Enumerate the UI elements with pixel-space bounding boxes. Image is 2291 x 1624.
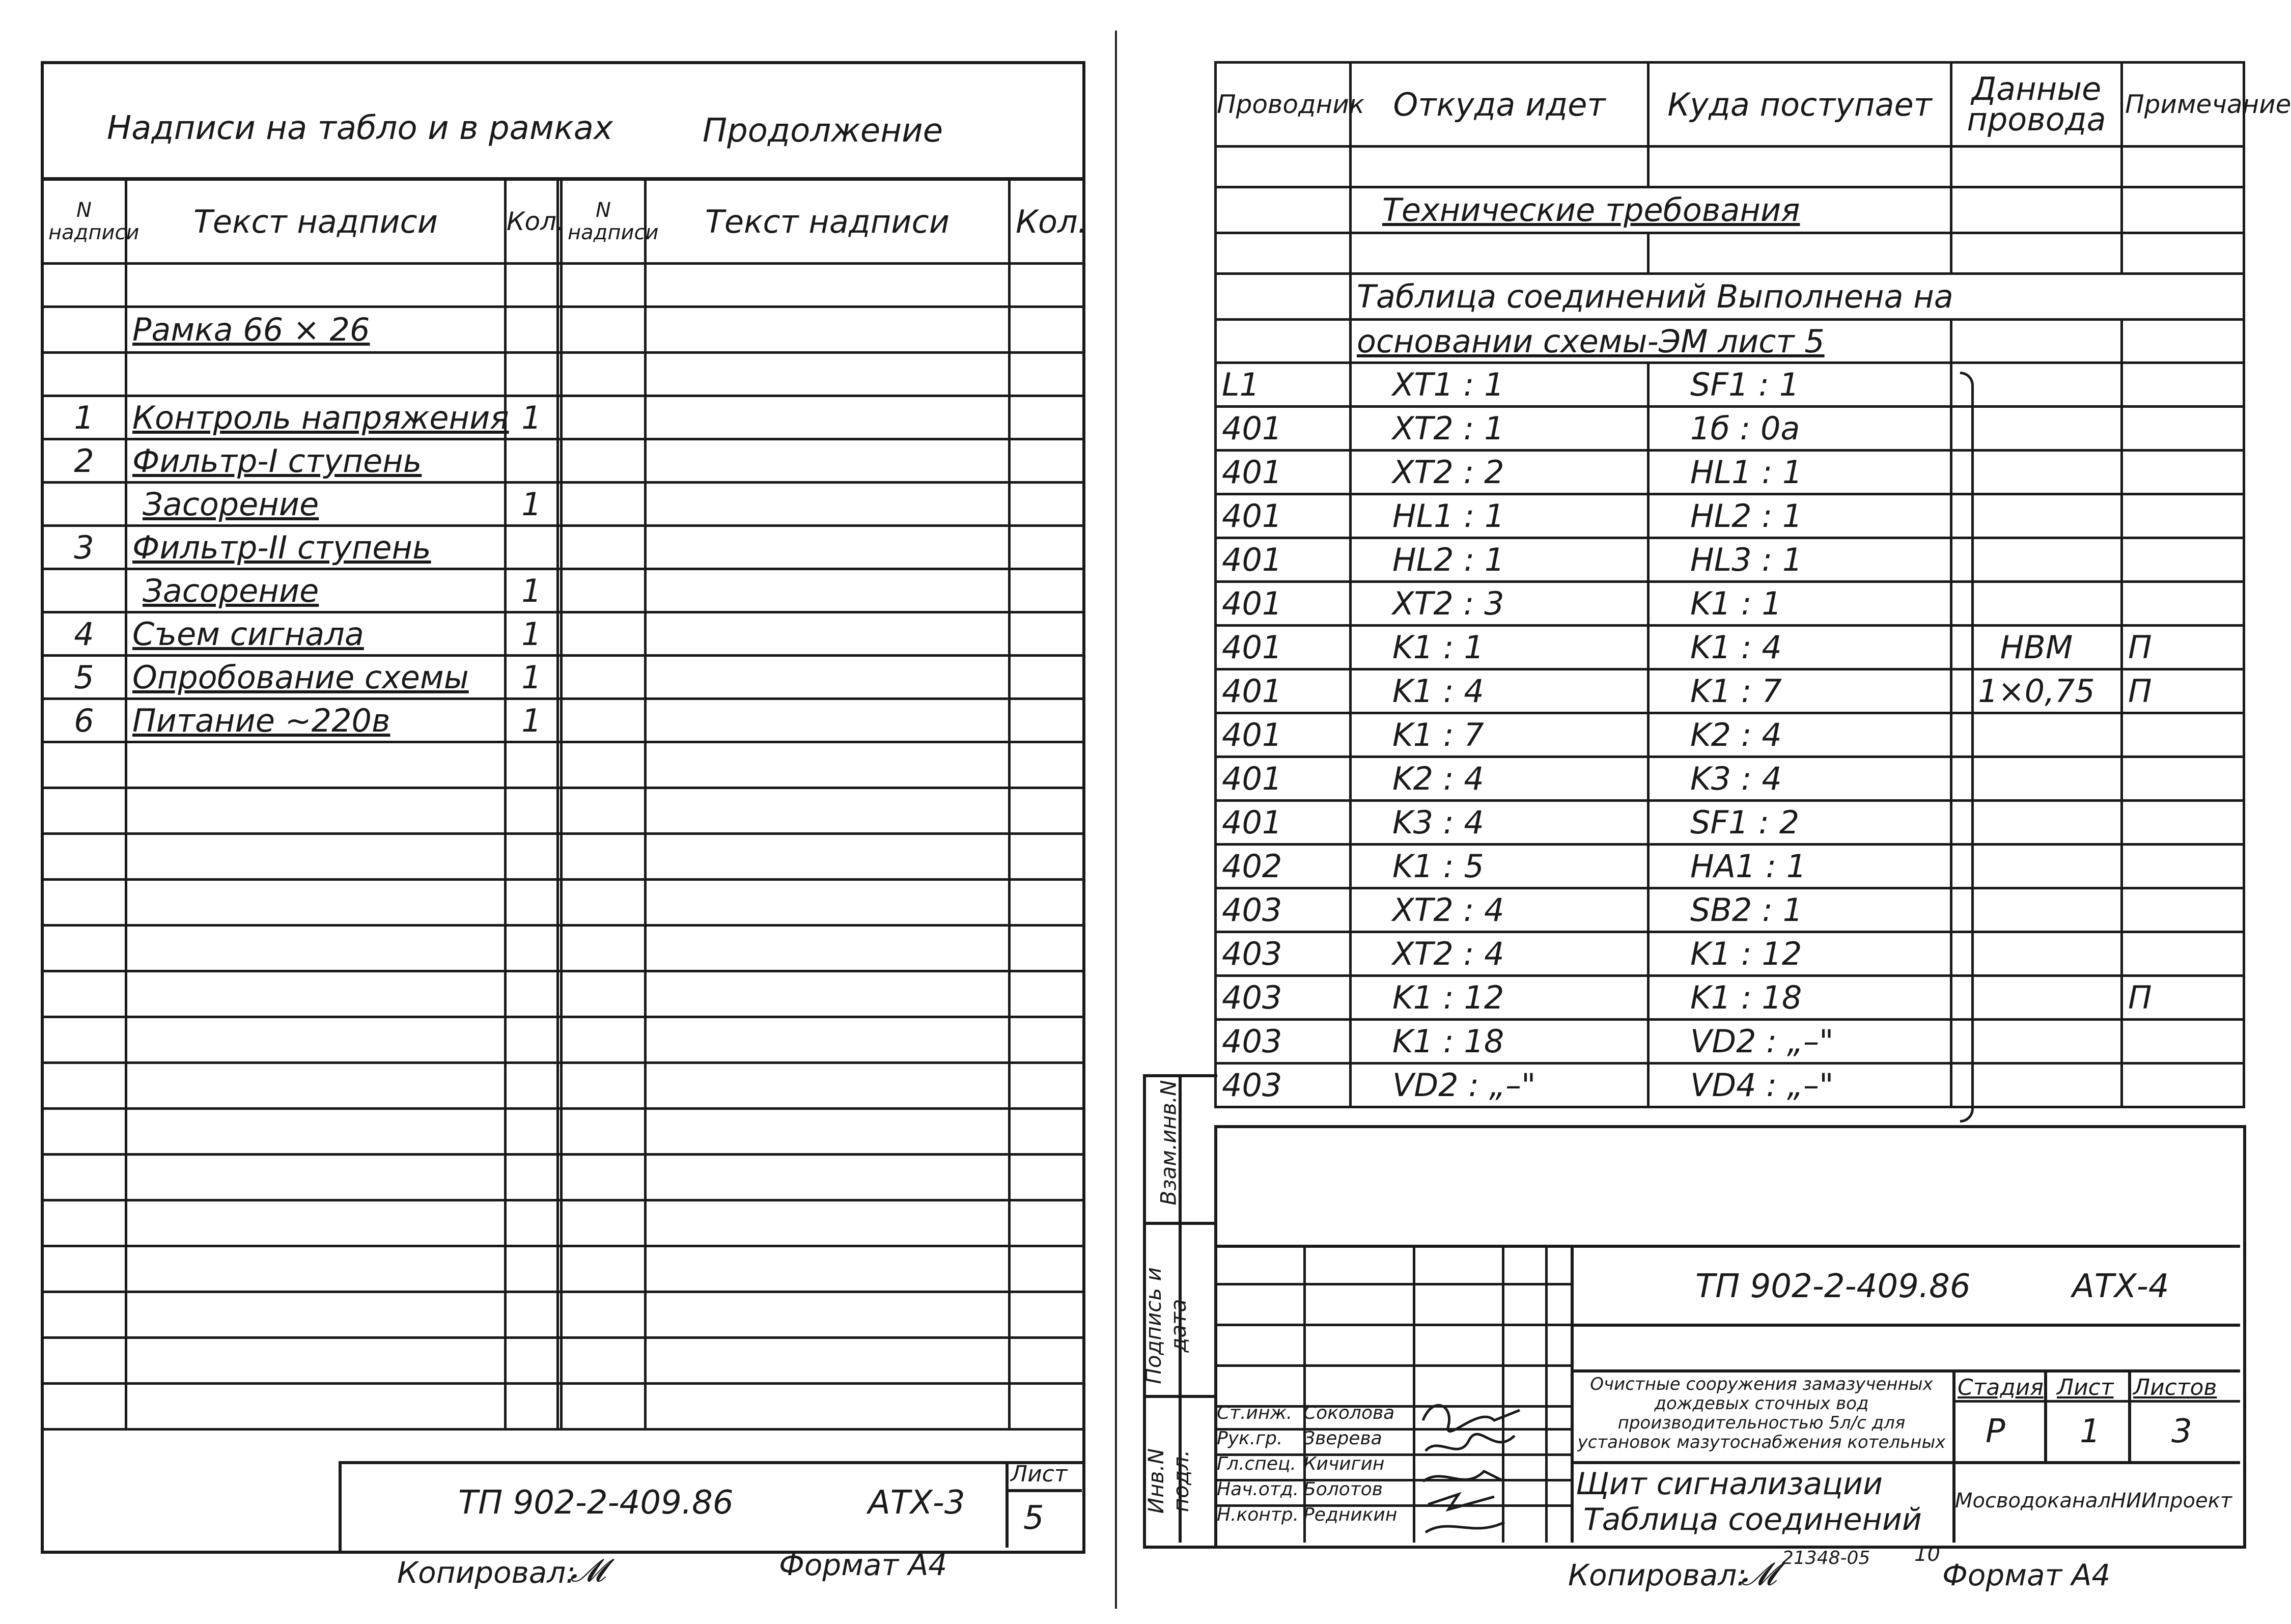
wire-group-brace: [1960, 372, 1974, 1123]
table-row: 3 Фильтр-II ступень: [42, 526, 1084, 569]
left-sheet-label: Лист: [1011, 1461, 1068, 1487]
stage-value: Р: [1986, 1413, 2005, 1450]
left-title-continuation: Продолжение: [703, 112, 943, 150]
table-row: 403 K1 : 18 VD2 : „–": [1216, 1020, 2244, 1063]
table-row: 403 K1 : 12 K1 : 18 П: [1216, 976, 2244, 1020]
title-hline-1: [1571, 1324, 2240, 1327]
side-label-replace: Взам.инв.N: [1156, 1080, 1181, 1206]
title-vline-sheet: [2044, 1369, 2047, 1461]
col-header-n-2: N надписи: [562, 180, 646, 264]
col-header-qty-2: Кол.: [1010, 180, 1084, 264]
col-header-text-2: Текст надписи: [646, 180, 1010, 264]
table-row: L1 XT1 : 1 SF1 : 1: [1216, 363, 2244, 407]
empty-row: [42, 1017, 1084, 1063]
table-row: Засорение 1: [42, 483, 1084, 526]
note-line-1: Таблица соединений Выполнена на: [1351, 274, 2244, 320]
table-row: 401 K2 : 4 K3 : 4: [1216, 757, 2244, 801]
page-number: 10: [1914, 1543, 1940, 1566]
table-row: 402 K1 : 5 HA1 : 1: [1216, 845, 2244, 888]
empty-row: [42, 1384, 1084, 1430]
left-title: Надписи на табло и в рамках: [107, 109, 613, 147]
empty-row: [42, 971, 1084, 1017]
col-header-to: Куда поступает: [1649, 63, 1951, 147]
side-label-inventory: Инв.N подл.: [1143, 1448, 1193, 1514]
empty-row: [42, 1338, 1084, 1384]
left-sheet-number: 5: [1023, 1499, 1044, 1537]
title-vline-stage: [1952, 1369, 1955, 1543]
table-row: 401 XT2 : 3 K1 : 1: [1216, 582, 2244, 626]
title-hline-3: [1571, 1461, 2240, 1464]
order-number: 21348-05: [1782, 1548, 1870, 1569]
side-label-signature: Подпись и дата: [1141, 1267, 1191, 1384]
stage-label: Стадия: [1958, 1375, 2044, 1401]
right-table: [1214, 61, 2291, 1108]
table-row: 403 XT2 : 4 K1 : 12: [1216, 932, 2244, 976]
empty-row: [42, 1109, 1084, 1155]
table-row: Рамка 66 × 26: [42, 307, 1084, 353]
table-row: 401 XT2 : 2 HL1 : 1: [1216, 451, 2244, 494]
empty-row: [42, 1155, 1084, 1200]
empty-row: [42, 1246, 1084, 1292]
col-header-note: Примечание: [2122, 63, 2244, 147]
side-strip-sep-1: [1143, 1222, 1214, 1225]
role-row: Гл.спец. Кичигин: [1217, 1453, 1385, 1474]
col-header-qty: Кол.: [506, 180, 558, 264]
left-copied: Копировал:: [397, 1555, 576, 1590]
role-row: Н.контр. Редникин: [1217, 1504, 1398, 1525]
table-row: 401 HL2 : 1 HL3 : 1: [1216, 538, 2244, 582]
right-copier-signature: 𝓜: [1741, 1555, 1777, 1592]
table-row: Засорение 1: [42, 569, 1084, 612]
table-row: 403 XT2 : 4 SB2 : 1: [1216, 888, 2244, 932]
right-format: Формат А4: [1942, 1558, 2111, 1592]
table-row: 1 Контроль напряжения 1: [42, 396, 1084, 439]
empty-row: [42, 926, 1084, 971]
role-list: [1217, 1403, 1420, 1530]
note-row: [1216, 274, 2244, 320]
left-doc-code: ТП 902-2-409.86: [458, 1484, 734, 1522]
sheet-value: 1: [2080, 1413, 2101, 1450]
organization: МосводоканалНИИпроект: [1955, 1489, 2232, 1513]
right-doc-code: ТП 902-2-409.86: [1695, 1268, 1971, 1305]
left-copier-signature: 𝓜: [570, 1552, 606, 1589]
empty-row: [42, 880, 1084, 926]
title-vline-sheets: [2128, 1369, 2131, 1461]
empty-row: [42, 742, 1084, 788]
fold-line: [1115, 31, 1117, 1609]
empty-row: [42, 1292, 1084, 1338]
empty-row: [42, 834, 1084, 880]
table-row: [42, 353, 1084, 396]
table-row: 403 VD2 : „–" VD4 : „–": [1216, 1063, 2244, 1107]
sheet-title-line-2: Таблица соединений: [1583, 1502, 1922, 1537]
table-row: 4 Съем сигнала 1: [42, 612, 1084, 656]
title-hline-2: [1571, 1369, 2240, 1373]
object-description: Очистные сооружения замазученных дождевых сточных вод производительностью 5л/с для установок мазутоснабжения котельных: [1577, 1374, 1946, 1452]
empty-row: [1216, 147, 2244, 187]
table-row: 401 K1 : 1 K1 : 4 НВМ П: [1216, 626, 2244, 669]
left-format: Формат А4: [779, 1548, 947, 1582]
empty-row: [42, 788, 1084, 834]
signature-scribbles: [1418, 1375, 1525, 1543]
left-stamp-divider: [1005, 1461, 1009, 1548]
right-doc-mark: АТХ-4: [2072, 1268, 2169, 1305]
sheets-value: 3: [2171, 1413, 2192, 1450]
sheet-label: Лист: [2057, 1375, 2114, 1401]
col-header-from: Откуда идет: [1351, 63, 1649, 147]
role-row: Ст.инж. Соколова: [1217, 1403, 1395, 1423]
note-row: [1216, 320, 2244, 363]
right-copied: Копировал:: [1568, 1558, 1747, 1592]
table-row: 401 K1 : 7 K2 : 4: [1216, 713, 2244, 757]
table-row: 401 K1 : 4 K1 : 7 1×0,75 П: [1216, 669, 2244, 713]
role-row: Нач.отд. Болотов: [1217, 1479, 1383, 1500]
left-table: [41, 178, 1088, 1431]
col-header-n: N надписи: [42, 180, 126, 264]
col-header-wire: Проводник: [1216, 63, 1351, 147]
table-row: 401 K3 : 4 SF1 : 2: [1216, 801, 2244, 845]
left-stamp-sheet-line: [1005, 1489, 1082, 1492]
table-row: 401 XT2 : 1 1б : 0а: [1216, 407, 2244, 451]
table-row: 6 Питание ~220в 1: [42, 699, 1084, 742]
role-row: Рук.гр. Зверева: [1217, 1428, 1382, 1449]
empty-row: [42, 1063, 1084, 1109]
empty-row: [42, 1200, 1084, 1246]
col-header-text: Текст надписи: [126, 180, 506, 264]
table-row: [42, 264, 1084, 307]
sheets-label: Листов: [2133, 1375, 2217, 1401]
left-doc-mark: АТХ-3: [868, 1484, 965, 1522]
empty-row: [1216, 233, 2244, 274]
sheet-title-line-1: Щит сигнализации: [1576, 1466, 1883, 1502]
table-row: 5 Опробование схемы 1: [42, 656, 1084, 699]
note-line-2: основании схемы-ЭМ лист 5: [1351, 320, 1951, 363]
table-row: 2 Фильтр-I ступень: [42, 439, 1084, 483]
col-header-data: Данные провода: [1951, 63, 2122, 147]
tech-requirements-heading: Технические требования: [1382, 191, 1800, 229]
tech-req-row: [1216, 187, 2244, 233]
table-row: 401 HL1 : 1 HL2 : 1: [1216, 494, 2244, 538]
